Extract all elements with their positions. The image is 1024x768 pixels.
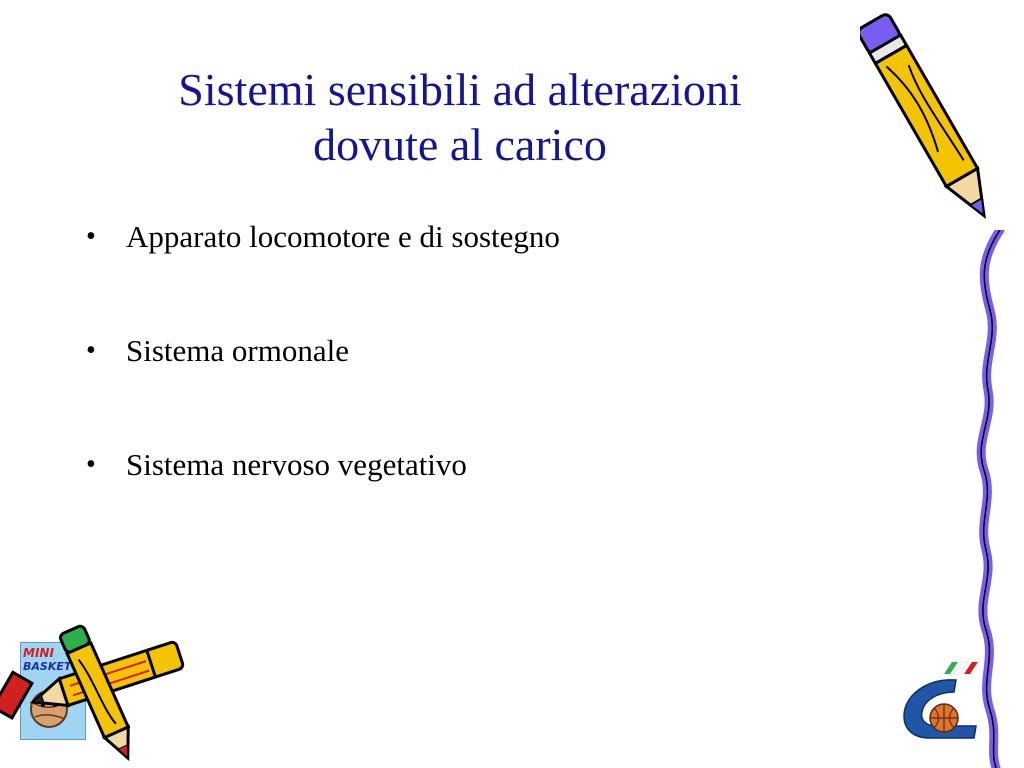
bullet-dot-icon: • [86, 449, 96, 480]
badge-line-2: BASKET [23, 660, 72, 673]
bullet-dot-icon: • [86, 221, 96, 252]
badge-line-1: MINI [23, 646, 54, 660]
basketball-federation-logo [896, 656, 988, 746]
list-item [84, 442, 560, 556]
slide-title [60, 62, 860, 172]
bullet-text: Apparato locomotore e di sostegno [126, 219, 560, 254]
bullet-dot-icon: • [86, 335, 96, 366]
bullet-list [84, 214, 560, 556]
title-line-1: Sistemi sensibili ad alterazioni [178, 64, 742, 115]
pencil-icon [860, 2, 1000, 242]
bullet-text: Sistema ormonale [126, 333, 349, 368]
list-item [84, 214, 560, 328]
title-line-2: dovute al carico [313, 119, 607, 170]
list-item [84, 328, 560, 442]
crossed-pencils-icon [0, 618, 210, 768]
bullet-text: Sistema nervoso vegetativo [126, 447, 467, 482]
